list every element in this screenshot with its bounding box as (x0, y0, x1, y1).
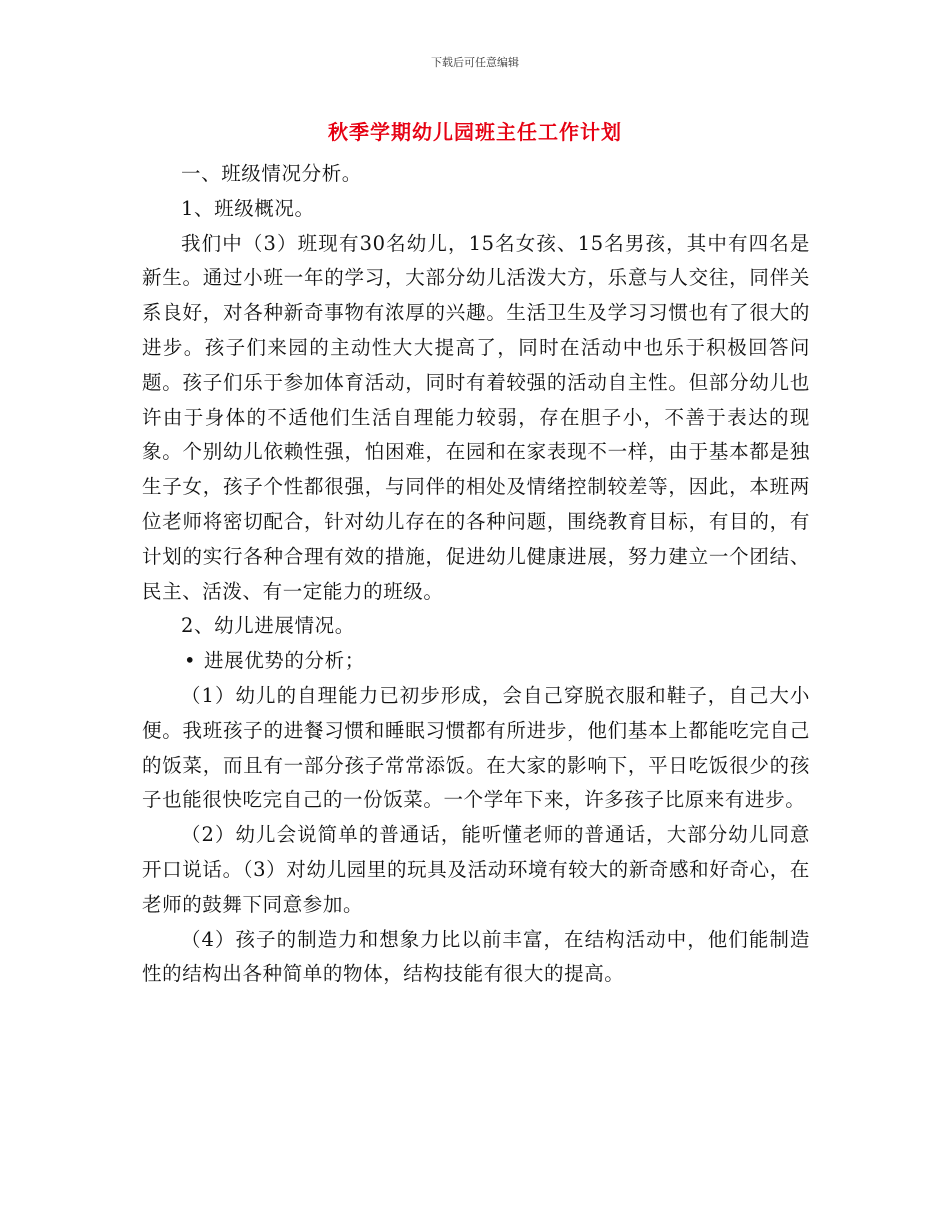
document-body (142, 157, 810, 992)
header-note: 下载后可任意编辑 (431, 56, 519, 69)
subsection-heading: 1、班级概况。 (181, 196, 315, 220)
paragraph: （4）孩子的制造力和想象力比以前丰富，在结构活动中，他们能制造性的结构出各种简单的物体，结构技能有很大的提高。 (142, 927, 810, 986)
bullet-icon: • (184, 649, 197, 673)
paragraph: 我们中（3）班现有30名幼儿，15名女孩、15名男孩，其中有四名是新生。通过小班一年的学习，大部分幼儿活泼大方，乐意与人交往，同伴关系良好，对各种新奇事物有浓厚的兴趣。生活卫生及学习习惯也有了很大的进步。孩子们来园的主动性大大提高了，同时在活动中也乐于积极回答问题。孩子们乐于参加体育活动，同时有着较强的活动自主性。但部分幼儿也许由于身体的不适他们生活自理能力较弱，存在胆子小，不善于表达的现象。个别幼儿依赖性强，怕困难，在园和在家表现不一样，由于基本都是独生子女，孩子个性都很强，与同伴的相处及情绪控制较差等，因此，本班两位老师将密切配合，针对幼儿存在的各种问题，围绕教育目标，有目的，有计划的实行各种合理有效的措施，促进幼儿健康进展，努力建立一个团结、民主、活泼、有一定能力的班级。 (142, 231, 810, 603)
bullet-item (142, 644, 810, 679)
section-heading: 一、班级情况分析。 (181, 162, 362, 185)
subsection-heading: 2、幼儿进展情况。 (181, 614, 355, 638)
paragraph: （1）幼儿的自理能力已初步形成，会自己穿脱衣服和鞋子，自己大小便。我班孩子的进餐习惯和睡眠习惯都有所进步，他们基本上都能吃完自己的饭菜，而且有一部分孩子常常添饭。在大家的影响下，平日吃饭很少的孩子也能很快吃完自己的一份饭菜。一个学年下来，许多孩子比原来有进步。 (142, 683, 810, 812)
document-title: 秋季学期幼儿园班主任工作计划 (328, 120, 622, 144)
paragraph: （2）幼儿会说简单的普通话，能听懂老师的普通话，大部分幼儿同意开口说话。（3）对幼儿园里的玩具及活动环境有较大的新奇感和好奇心，在老师的鼓舞下同意参加。 (142, 823, 810, 916)
bullet-text: 进展优势的分析； (204, 649, 365, 673)
